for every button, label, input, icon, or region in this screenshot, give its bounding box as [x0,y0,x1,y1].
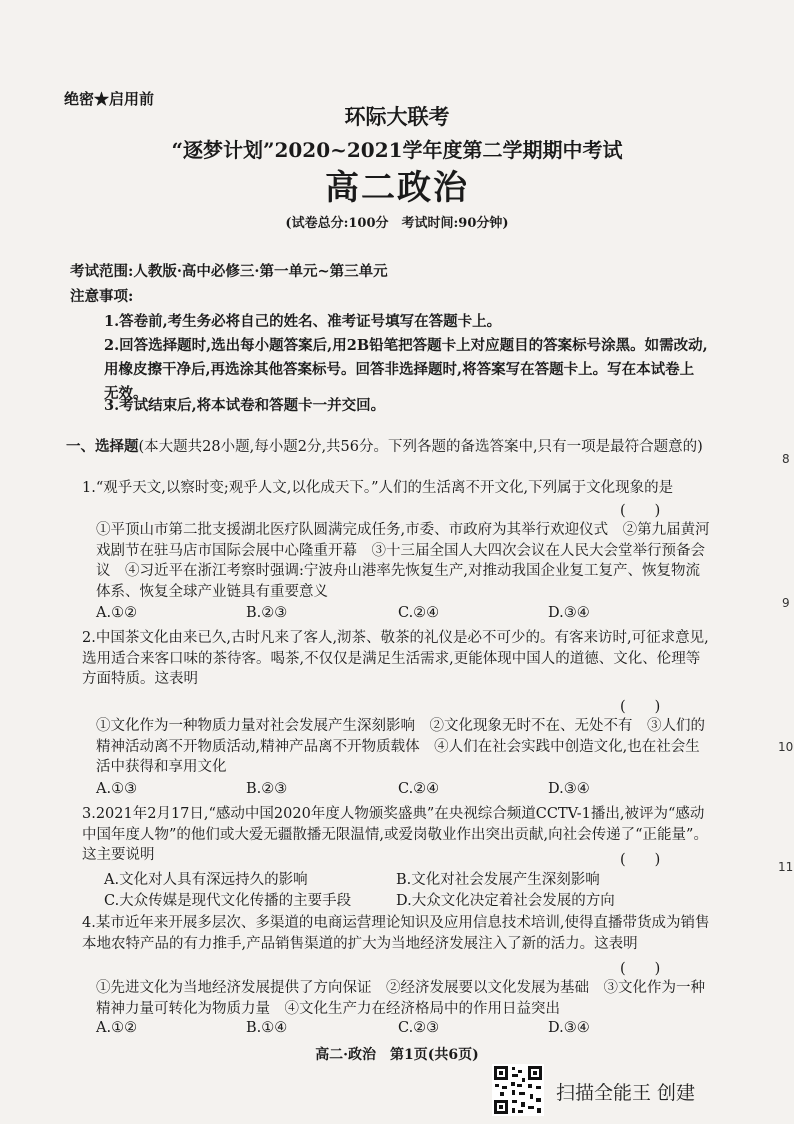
choice-b[interactable]: B.②③ [246,605,288,621]
side-number: 8 [782,452,790,466]
choice-c[interactable]: C.②③ [398,1020,440,1036]
side-number: 9 [782,596,790,610]
section-description: (本大题共28小题,每小题2分,共56分。下列各题的备选答案中,只有一项是最符合题意的) [138,439,703,455]
question-1-choices [96,605,710,625]
exam-meta: (试卷总分:100分 考试时间:90分钟) [285,216,509,231]
section-heading [66,436,716,458]
question-3-choices-row-2 [104,891,714,911]
notice-item-3: 3.考试结束后,将本试卷和答题卡一并交回。 [104,397,386,414]
choice-b[interactable]: B.①④ [246,1020,288,1036]
qr-code-icon [492,1064,544,1116]
notice-item-2: 2.回答选择题时,选出每小题答案后,用2B铅笔把答题卡上对应题目的答案标号涂黑。如需改动,用橡皮擦干净后,再选涂其他答案标号。回答非选择题时,将答案写在答题卡上。写在本试卷上无效。 [104,337,708,402]
notice-title: 注意事项: [70,288,134,305]
choice-d[interactable]: D.③④ [548,1020,590,1036]
exam-title: “逐梦计划”2020~2021学年度第二学期期中考试 [171,138,623,162]
answer-paren-4: ( ) [620,961,661,977]
choice-c[interactable]: C.②④ [398,781,440,797]
choice-a[interactable]: A.①② [96,1020,138,1036]
choice-a[interactable]: A.①③ [96,781,138,797]
question-4-stem: 4.某市近年来开展多层次、多渠道的电商运营理论知识及应用信息技术培训,使得直播带货成为销售本地农特产品的有力推手,产品销售渠道的扩大为当地经济发展注入了新的活力。这表明 [82,915,710,952]
choice-d[interactable]: D.大众文化决定着社会发展的方向 [396,893,615,909]
subject-title: 高二政治 [325,168,469,208]
choice-d[interactable]: D.③④ [548,605,590,621]
answer-paren-2: ( ) [620,699,661,715]
side-number: 11 [778,860,794,874]
question-3-stem: 3.2021年2月17日,“感动中国2020年度人物颁奖盛典”在央视综合频道CCTV-1播出,被评为“感动中国年度人物”的他们或大爱无疆散播无限温情,或爱岗敬业作出突出贡献,向社会传递了“正能量”。这主要说明 [82,806,708,863]
exam-scope: 考试范围:人教版·高中必修三·第一单元~第三单元 [70,263,388,280]
question-2-options: ①文化作为一种物质力量对社会发展产生深刻影响 ②文化现象无时不在、无处不有 ③人们的精神活动离不开物质活动,精神产品离不开物质载体 ④人们在社会实践中创造文化,也在社会生活中获得和享用文化 [96,718,705,775]
question-3-choices-row-1 [104,870,714,890]
choice-a[interactable]: A.①② [96,605,138,621]
question-2-stem: 2.中国茶文化由来已久,古时凡来了客人,沏茶、敬茶的礼仪是必不可少的。有客来访时,可征求意见,选用适合来客口味的茶待客。喝茶,不仅仅是满足生活需求,更能体现中国人的道德、文化、伦理等方面特质。这表明 [82,630,709,687]
question-4-options: ①先进文化为当地经济发展提供了方向保证 ②经济发展要以文化发展为基础 ③文化作为一种精神力量可转化为物质力量 ④文化生产力在经济格局中的作用日益突出 [96,980,705,1017]
choice-a[interactable]: A.文化对人具有深远持久的影响 [104,872,308,888]
choice-b[interactable]: B.文化对社会发展产生深刻影响 [396,872,600,888]
section-title: 一、选择题 [66,438,139,455]
choice-b[interactable]: B.②③ [246,781,288,797]
notice-item-1: 1.答卷前,考生务必将自己的姓名、准考证号填写在答题卡上。 [104,313,502,330]
question-2-choices [96,781,710,801]
answer-paren-1: ( ) [620,503,661,519]
side-number: 10 [778,740,794,754]
confidential-mark: 绝密★启用前 [64,90,155,108]
choice-d[interactable]: D.③④ [548,781,590,797]
exam-organizer: 环际大联考 [344,104,450,129]
question-1-stem: 1.“观乎天文,以察时变;观乎人文,以化成天下。”人们的生活离不开文化,下列属于文化现象的是 [82,480,674,496]
answer-paren-3: ( ) [620,852,661,868]
choice-c[interactable]: C.大众传媒是现代文化传播的主要手段 [104,893,352,909]
question-1-options: ①平顶山市第二批支援湖北医疗队圆满完成任务,市委、市政府为其举行欢迎仪式 ②第九届黄河戏剧节在驻马店市国际会展中心隆重开幕 ③十三届全国人大四次会议在人民大会堂举行预备会议 ④习近平在浙江考察时强调:宁波舟山港率先恢复生产,对推动我国企业复工复产、恢复物流体系、恢复全球产业链具有重要意义 [96,522,710,600]
question-4-choices [96,1020,710,1040]
page-footer: 高二·政治 第1页(共6页) [315,1047,479,1063]
choice-c[interactable]: C.②④ [398,605,440,621]
scanner-watermark: 扫描全能王 创建 [556,1082,696,1104]
